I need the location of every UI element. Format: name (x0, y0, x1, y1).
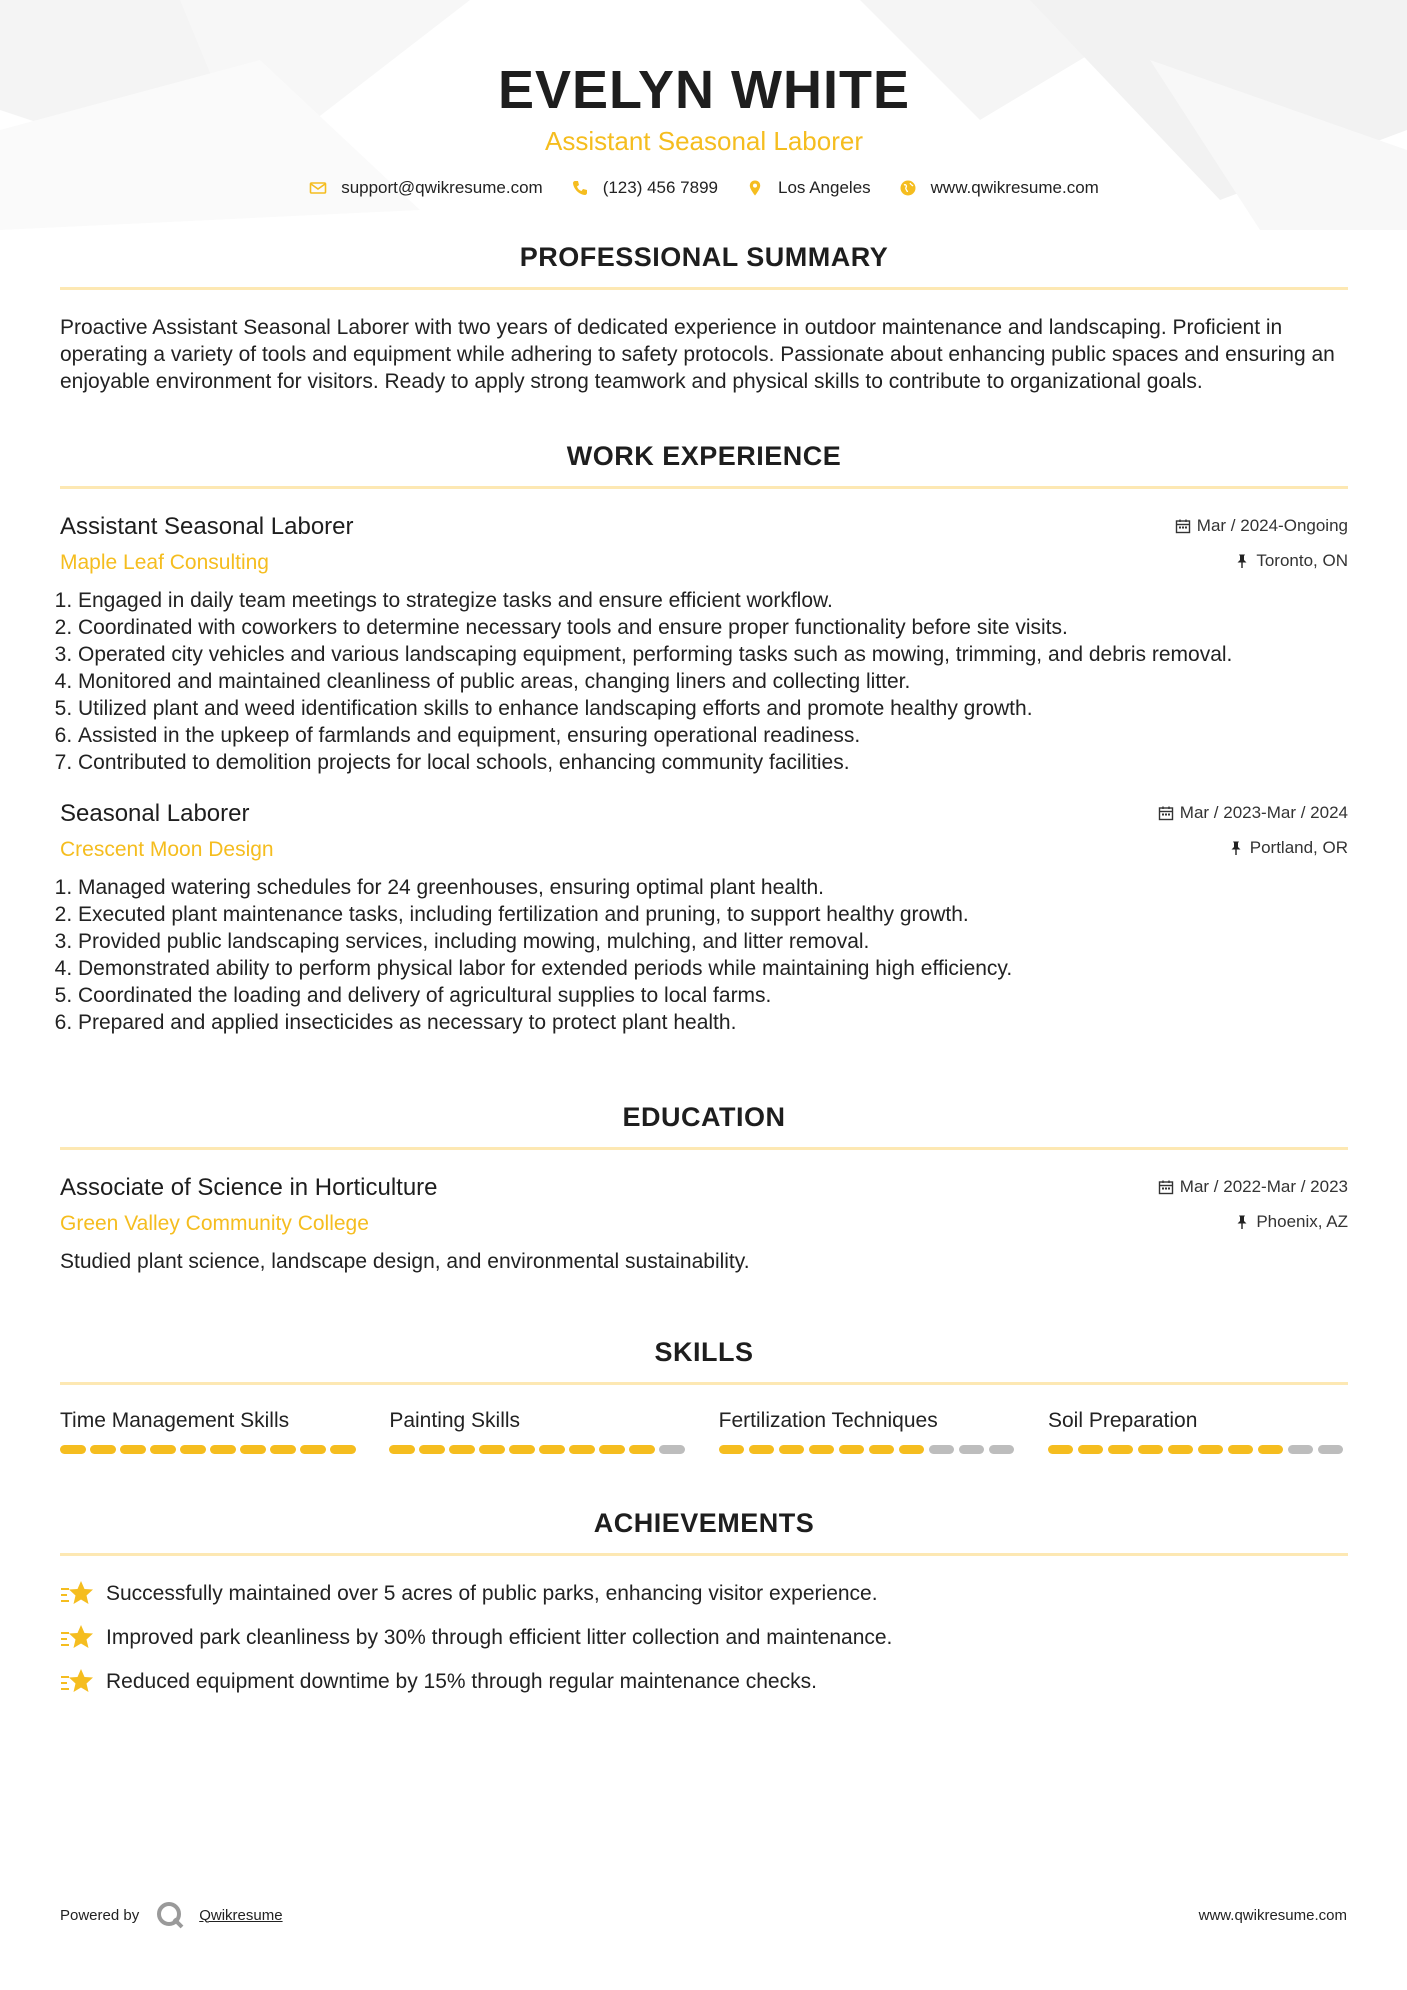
list-item: 4. Demonstrated ability to perform physical labor for extended periods while maintaining high efficiency. (78, 955, 1348, 982)
skill-segment-empty (959, 1445, 985, 1454)
job-dates-text: Mar / 2024-Ongoing (1196, 516, 1348, 535)
skill-segment-filled (1168, 1445, 1194, 1454)
summary-section (60, 242, 1348, 395)
pushpin-icon (1234, 1214, 1250, 1230)
school-name: Green Valley Community College (60, 1212, 369, 1235)
skill-segment-filled (599, 1445, 625, 1454)
achievement-text: Reduced equipment downtime by 15% through regular maintenance checks. (106, 1670, 817, 1693)
skills-section (60, 1337, 1348, 1454)
map-pin-icon (746, 179, 764, 197)
skill-segment-filled (1138, 1445, 1164, 1454)
education-section (60, 1102, 1348, 1275)
calendar-icon (1158, 805, 1174, 821)
job-entry (60, 800, 1348, 1036)
achievement-item (60, 1616, 1348, 1660)
list-item: 3. Operated city vehicles and various landscaping equipment, performing tasks such as mowing, trimming, and debris removal. (78, 641, 1348, 668)
list-item: 2. Executed plant maintenance tasks, including fertilization and pruning, to support healthy growth. (78, 901, 1348, 928)
job-location (1228, 838, 1348, 858)
contact-location-text: Los Angeles (778, 178, 871, 197)
skill-segment-filled (899, 1445, 925, 1454)
skill-name: Painting Skills (389, 1409, 521, 1432)
skill-segment-filled (300, 1445, 326, 1454)
list-item: 5. Coordinated the loading and delivery of agricultural supplies to local farms. (78, 982, 1348, 1009)
contact-email-text: support@qwikresume.com (341, 178, 543, 197)
skill-segment-filled (240, 1445, 266, 1454)
skill-segment-filled (509, 1445, 535, 1454)
skill-segment-filled (120, 1445, 146, 1454)
skill-segment-filled (569, 1445, 595, 1454)
skill-segment-empty (659, 1445, 685, 1454)
education-entry (60, 1174, 1348, 1275)
experience-title: WORK EXPERIENCE (566, 441, 842, 471)
job-dates (1158, 803, 1348, 823)
summary-text: Proactive Assistant Seasonal Laborer with two years of dedicated experience in outdoor maintenance and landscaping. Proficient in operating a variety of tools and equipment while adhering to safety protocols. Passionate about enhancing public spaces and ensuring an enjoyable environment for visitors. Ready to apply strong teamwork and physical skills to contribute to organizational goals. (60, 316, 1335, 393)
skill-segment-filled (1228, 1445, 1254, 1454)
skill-segment-filled (389, 1445, 415, 1454)
skill-segment-filled (270, 1445, 296, 1454)
skill-segment-filled (1048, 1445, 1074, 1454)
job-bullets (60, 587, 1348, 776)
skill-name: Soil Preparation (1047, 1409, 1198, 1432)
contact-phone-text: (123) 456 7899 (602, 178, 719, 197)
list-item: 6. Prepared and applied insecticides as necessary to protect plant health. (78, 1009, 1348, 1036)
skill-name: Fertilization Techniques (718, 1409, 938, 1432)
skill-segment-filled (629, 1445, 655, 1454)
skill-segment-empty (1318, 1445, 1344, 1454)
skills-list (60, 1409, 1348, 1454)
achievement-text: Successfully maintained over 5 acres of public parks, enhancing visitor experience. (106, 1582, 878, 1605)
qwikresume-logo-icon (155, 1900, 185, 1930)
skill-segment-filled (180, 1445, 206, 1454)
candidate-role: Assistant Seasonal Laborer (545, 126, 863, 156)
skill-level-bar (389, 1445, 689, 1454)
achievements-list (60, 1572, 1348, 1704)
section-divider (60, 1382, 1348, 1385)
resume-page (60, 0, 1348, 1704)
skill-segment-filled (719, 1445, 745, 1454)
phone-icon (571, 179, 589, 197)
skill-segment-filled (809, 1445, 835, 1454)
star-icon (60, 1667, 94, 1697)
skill-segment-empty (1288, 1445, 1314, 1454)
envelope-icon (309, 179, 327, 197)
list-item: 2. Coordinated with coworkers to determine necessary tools and ensure proper functionality before site visits. (78, 614, 1348, 641)
company-name: Maple Leaf Consulting (60, 551, 269, 574)
skill-item (719, 1409, 1019, 1454)
job-location-text: Toronto, ON (1256, 551, 1348, 570)
achievement-text: Improved park cleanliness by 30% through efficient litter collection and maintenance. (106, 1626, 893, 1649)
company-name: Crescent Moon Design (60, 838, 274, 861)
list-item: 3. Provided public landscaping services, including mowing, mulching, and litter removal. (78, 928, 1348, 955)
education-location-text: Phoenix, AZ (1256, 1212, 1348, 1231)
skill-segment-filled (539, 1445, 565, 1454)
star-icon (60, 1623, 94, 1653)
job-title: Seasonal Laborer (60, 800, 250, 827)
degree-title: Associate of Science in Horticulture (60, 1174, 438, 1201)
job-title: Assistant Seasonal Laborer (60, 513, 354, 540)
skill-segment-filled (869, 1445, 895, 1454)
job-entry (60, 513, 1348, 776)
candidate-name: EVELYN WHITE (497, 60, 911, 120)
contact-website-text: www.qwikresume.com (930, 178, 1099, 197)
skill-segment-filled (210, 1445, 236, 1454)
skill-name: Time Management Skills (60, 1409, 290, 1432)
list-item: 7. Contributed to demolition projects for local schools, enhancing community facilities. (78, 749, 1348, 776)
skill-segment-filled (449, 1445, 475, 1454)
summary-title: PROFESSIONAL SUMMARY (519, 242, 889, 272)
education-dates-text: Mar / 2022-Mar / 2023 (1179, 1177, 1348, 1196)
skill-segment-filled (330, 1445, 356, 1454)
education-title: EDUCATION (622, 1102, 786, 1132)
contact-location (746, 178, 871, 198)
section-divider (60, 1553, 1348, 1556)
footer-website[interactable]: www.qwikresume.com (1198, 1906, 1347, 1924)
footer (60, 1900, 1347, 1930)
skill-segment-filled (779, 1445, 805, 1454)
skill-segment-empty (989, 1445, 1015, 1454)
skill-segment-filled (90, 1445, 116, 1454)
skill-segment-filled (1078, 1445, 1104, 1454)
powered-by (60, 1900, 283, 1930)
job-bullets (60, 874, 1348, 1036)
skill-item (60, 1409, 360, 1454)
achievements-section (60, 1508, 1348, 1704)
job-dates (1175, 516, 1348, 536)
achievements-title: ACHIEVEMENTS (593, 1508, 815, 1538)
star-icon (60, 1579, 94, 1609)
list-item: 5. Utilized plant and weed identification skills to enhance landscaping efforts and promote healthy growth. (78, 695, 1348, 722)
list-item: 6. Assisted in the upkeep of farmlands and equipment, ensuring operational readiness. (78, 722, 1348, 749)
skill-segment-filled (150, 1445, 176, 1454)
list-item: 1. Engaged in daily team meetings to strategize tasks and ensure efficient workflow. (78, 587, 1348, 614)
contact-website[interactable] (899, 178, 1099, 198)
pushpin-icon (1228, 840, 1244, 856)
achievement-item (60, 1660, 1348, 1704)
section-divider (60, 287, 1348, 290)
job-dates-text: Mar / 2023-Mar / 2024 (1179, 803, 1348, 822)
job-location-text: Portland, OR (1249, 838, 1348, 857)
pushpin-icon (1234, 553, 1250, 569)
calendar-icon (1158, 1179, 1174, 1195)
section-divider (60, 1147, 1348, 1150)
skill-segment-filled (419, 1445, 445, 1454)
calendar-icon (1175, 518, 1191, 534)
resume-header (60, 0, 1348, 198)
skill-segment-filled (479, 1445, 505, 1454)
contact-bar (60, 178, 1348, 198)
list-item: 4. Monitored and maintained cleanliness of public areas, changing liners and collecting litter. (78, 668, 1348, 695)
skill-segment-filled (1258, 1445, 1284, 1454)
contact-email[interactable] (309, 178, 543, 198)
education-location (1234, 1212, 1348, 1232)
skill-level-bar (1048, 1445, 1348, 1454)
skill-segment-filled (1198, 1445, 1224, 1454)
powered-by-label: Powered by (60, 1906, 140, 1924)
skill-item (389, 1409, 689, 1454)
globe-icon (899, 179, 917, 197)
list-item: 1. Managed watering schedules for 24 greenhouses, ensuring optimal plant health. (78, 874, 1348, 901)
education-description: Studied plant science, landscape design, and environmental sustainability. (60, 1250, 750, 1273)
skill-item (1048, 1409, 1348, 1454)
skill-level-bar (60, 1445, 360, 1454)
skill-segment-filled (839, 1445, 865, 1454)
contact-phone[interactable] (571, 178, 718, 198)
skill-segment-filled (1108, 1445, 1134, 1454)
brand-link[interactable]: Qwikresume (199, 1906, 283, 1924)
skill-segment-filled (60, 1445, 86, 1454)
achievement-item (60, 1572, 1348, 1616)
experience-section (60, 441, 1348, 1036)
skill-segment-empty (929, 1445, 955, 1454)
section-divider (60, 486, 1348, 489)
skills-title: SKILLS (654, 1337, 754, 1367)
skill-level-bar (719, 1445, 1019, 1454)
education-dates (1158, 1177, 1348, 1197)
skill-segment-filled (749, 1445, 775, 1454)
job-location (1234, 551, 1348, 571)
